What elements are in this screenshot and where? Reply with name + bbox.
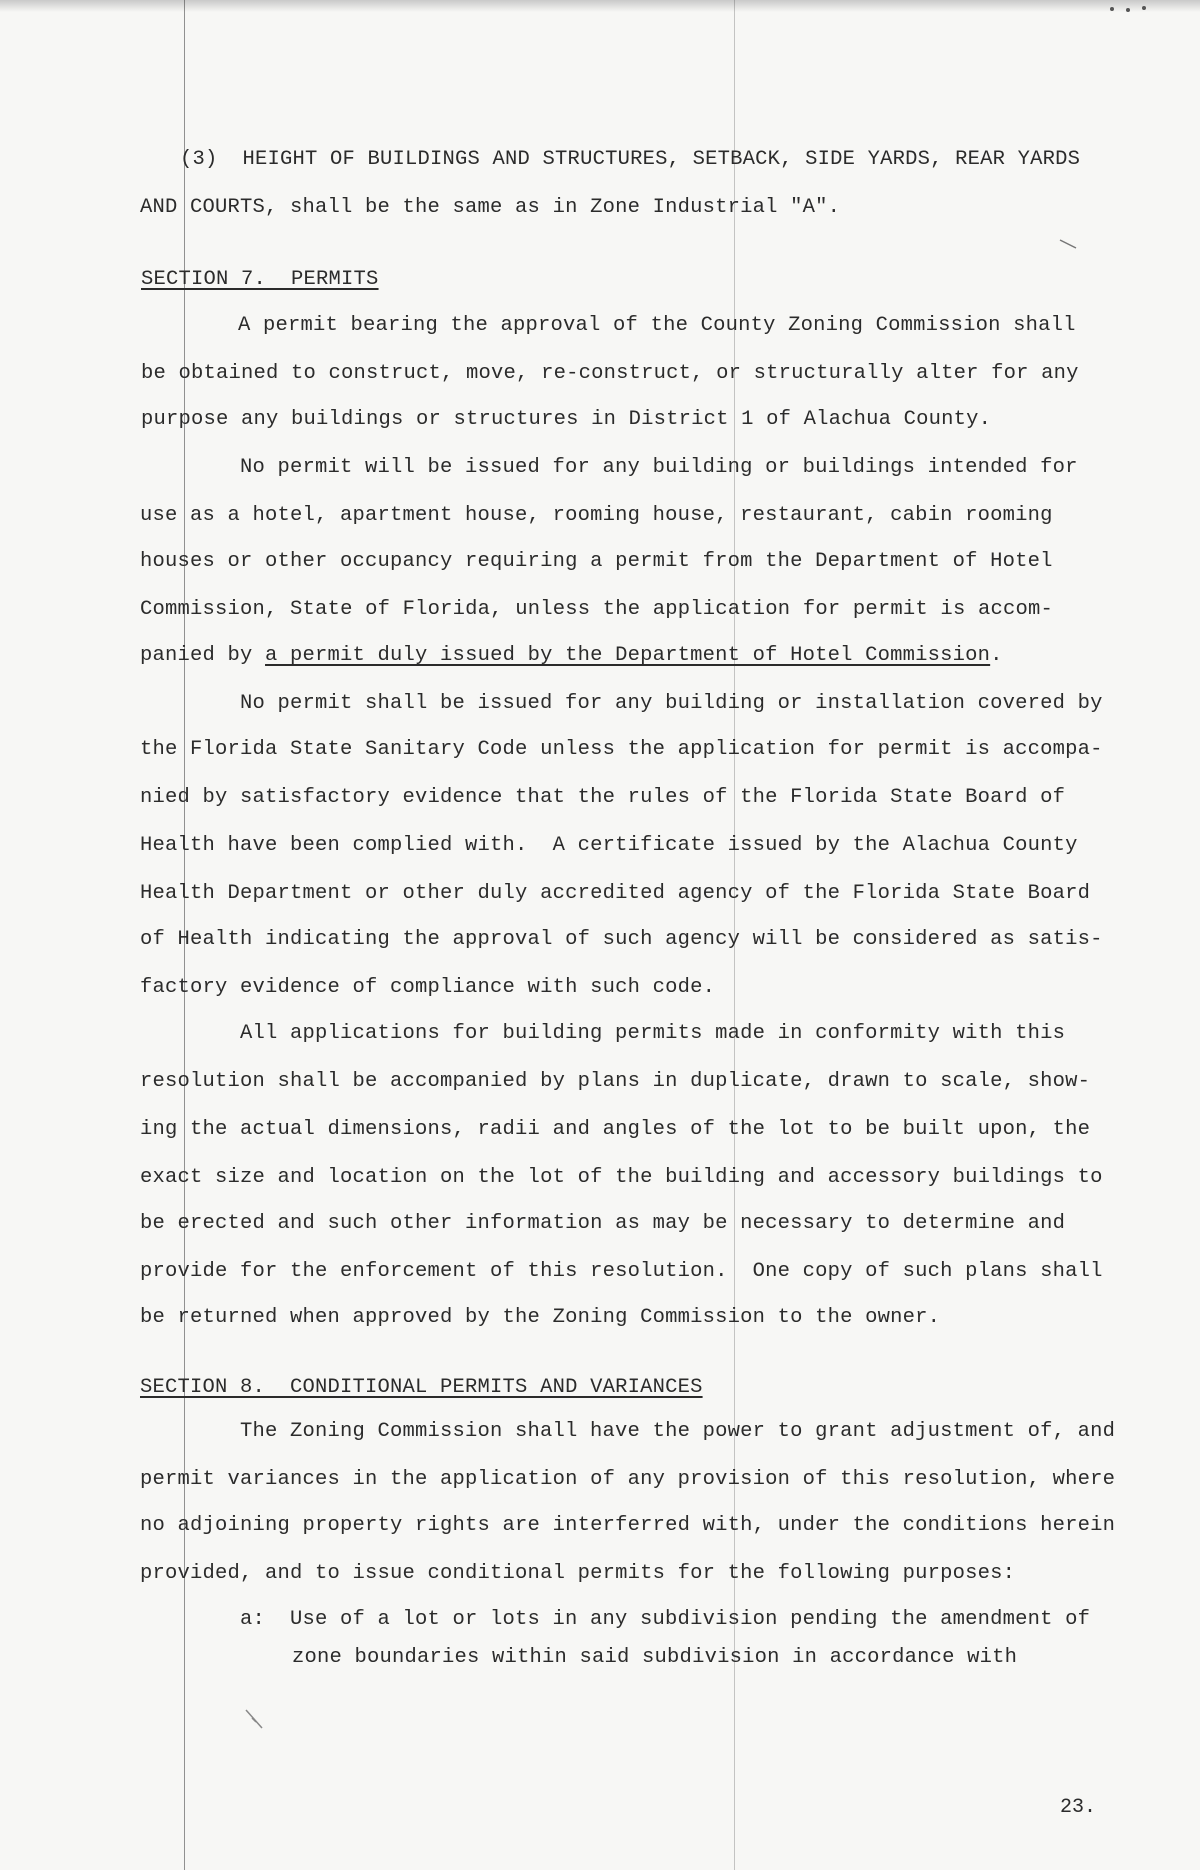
- section-8-p1-line-3: no adjoining property rights are interferred with, under the conditions herein: [140, 1514, 1116, 1537]
- section-7-p2-line-2: use as a hotel, apartment house, rooming house, restaurant, cabin rooming: [140, 504, 1053, 527]
- section-8-p1-line-4: provided, and to issue conditional permits for the following purposes:: [140, 1562, 1016, 1585]
- section-7-p3-line-5: Health Department or other duly accredited agency of the Florida State Board: [140, 882, 1091, 905]
- section-7-p1-line-1: A permit bearing the approval of the County Zoning Commission shall: [238, 314, 1076, 337]
- section-7-heading: SECTION 7. PERMITS: [141, 268, 379, 291]
- section-7-p4-line-6: provide for the enforcement of this resolution. One copy of such plans shall: [140, 1260, 1103, 1283]
- section-7-p4-line-2: resolution shall be accompanied by plans in duplicate, drawn to scale, show-: [140, 1070, 1091, 1093]
- section-7-p3-line-7: factory evidence of compliance with such code.: [140, 976, 716, 999]
- section-7-p4-line-3: ing the actual dimensions, radii and angles of the lot to be built upon, the: [140, 1118, 1091, 1141]
- section-7-p3-line-1: No permit shall be issued for any building or installation covered by: [240, 692, 1103, 715]
- section-7-p2-underlined-text: a permit duly issued by the Department of Hotel Commission: [265, 644, 991, 667]
- section-7-p1-line-2: be obtained to construct, move, re-construct, or structurally alter for any: [141, 362, 1079, 385]
- section-7-p2-line-5-prefix: panied by: [140, 644, 266, 667]
- section-7-p4-line-7: be returned when approved by the Zoning Commission to the owner.: [140, 1306, 941, 1329]
- section-7-p3-line-4: Health have been complied with. A certificate issued by the Alachua County: [140, 834, 1078, 857]
- section-8-item-a-line-2: zone boundaries within said subdivision in accordance with: [292, 1646, 1018, 1669]
- paragraph-3-line-1: (3) HEIGHT OF BUILDINGS AND STRUCTURES, SETBACK, SIDE YARDS, REAR YARDS: [180, 148, 1081, 171]
- section-7-p2-line-1: No permit will be issued for any building or buildings intended for: [240, 456, 1078, 479]
- section-8-heading: SECTION 8. CONDITIONAL PERMITS AND VARIANCES: [140, 1376, 703, 1399]
- section-8-p1-line-1: The Zoning Commission shall have the power to grant adjustment of, and: [240, 1420, 1116, 1443]
- paragraph-3-line-2: AND COURTS, shall be the same as in Zone Industrial "A".: [140, 196, 841, 219]
- section-7-p3-line-6: of Health indicating the approval of such agency will be considered as satis-: [140, 928, 1103, 951]
- section-7-p3-line-3: nied by satisfactory evidence that the rules of the Florida State Board of: [140, 786, 1066, 809]
- section-7-p3-line-2: the Florida State Sanitary Code unless the application for permit is accompa-: [140, 738, 1103, 761]
- section-8-p1-line-2: permit variances in the application of any provision of this resolution, where: [140, 1468, 1116, 1491]
- section-8-item-a-label: a:: [240, 1608, 266, 1631]
- section-7-p4-line-5: be erected and such other information as may be necessary to determine and: [140, 1212, 1066, 1235]
- section-7-p2-line-5: [140, 644, 1003, 668]
- section-7-p4-line-1: All applications for building permits made in conformity with this: [240, 1022, 1066, 1045]
- section-8-item-a-line-1: Use of a lot or lots in any subdivision pending the amendment of: [290, 1608, 1091, 1631]
- section-7-p4-line-4: exact size and location on the lot of the building and accessory buildings to: [140, 1166, 1103, 1189]
- section-7-p2-line-5-suffix: .: [990, 644, 1003, 667]
- section-7-p1-line-3: purpose any buildings or structures in District 1 of Alachua County.: [141, 408, 992, 431]
- page-number: 23.: [1060, 1796, 1097, 1819]
- section-7-p2-line-3: houses or other occupancy requiring a permit from the Department of Hotel: [140, 550, 1053, 573]
- section-7-p2-line-4: Commission, State of Florida, unless the application for permit is accom-: [140, 598, 1053, 621]
